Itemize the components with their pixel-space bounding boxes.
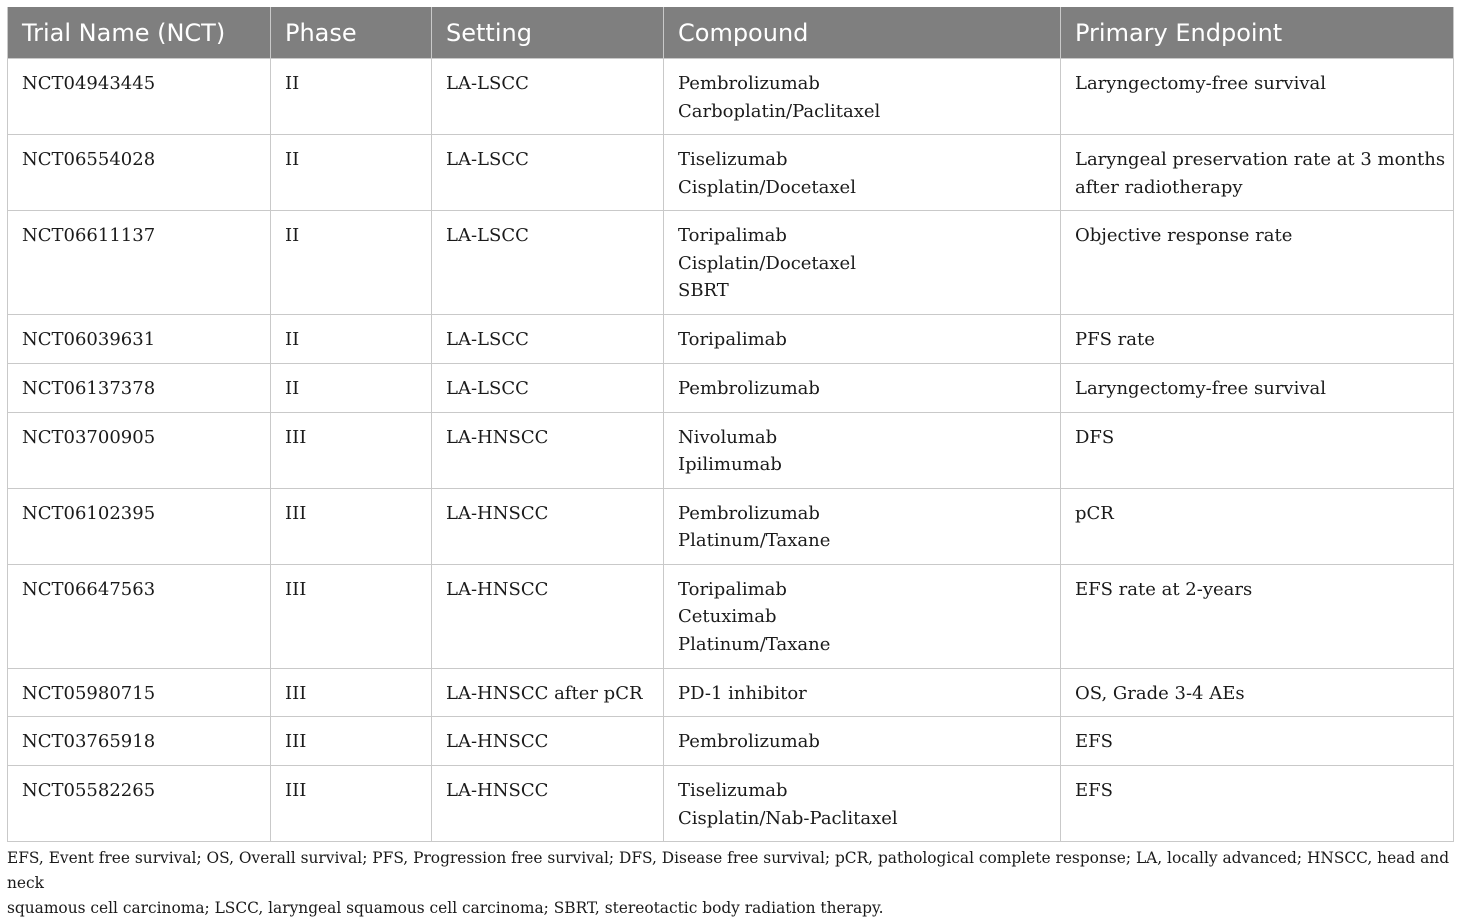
cell-trial-name: NCT06039631 xyxy=(8,315,271,364)
compound-line: Toripalimab xyxy=(678,578,787,600)
compound-line: Platinum/Taxane xyxy=(678,633,831,655)
cell-compound xyxy=(664,135,1061,211)
table-row xyxy=(8,564,1454,668)
cell-phase: II xyxy=(271,59,432,135)
table-row xyxy=(8,211,1454,315)
endpoint-line: Laryngectomy-free survival xyxy=(1075,377,1327,399)
table-footnote xyxy=(7,846,1455,921)
trials-table-container xyxy=(7,7,1453,842)
compound-line: Toripalimab xyxy=(678,225,787,246)
table-row xyxy=(8,668,1454,717)
cell-compound xyxy=(664,412,1061,488)
compound-line: Pembrolizumab xyxy=(678,731,820,752)
cell-setting: LA-LSCC xyxy=(432,211,664,315)
compound-line: Ipilimumab xyxy=(678,454,782,475)
cell-phase: III xyxy=(271,488,432,564)
cell-compound xyxy=(664,315,1061,364)
cell-trial-name: NCT06137378 xyxy=(8,363,271,412)
compound-line: Tiselizumab xyxy=(678,149,788,170)
cell-trial-name: NCT06554028 xyxy=(8,135,271,211)
compound-line: Platinum/Taxane xyxy=(678,530,831,551)
cell-primary-endpoint xyxy=(1061,363,1454,412)
header-primary-endpoint: Primary Endpoint xyxy=(1061,7,1454,59)
cell-primary-endpoint xyxy=(1061,717,1454,766)
cell-compound xyxy=(664,59,1061,135)
endpoint-line: Objective response rate xyxy=(1075,225,1293,246)
cell-primary-endpoint xyxy=(1061,211,1454,315)
cell-trial-name: NCT03765918 xyxy=(8,717,271,766)
compound-line: Cisplatin/Docetaxel xyxy=(678,252,856,274)
header-setting: Setting xyxy=(432,7,664,59)
table-body xyxy=(8,59,1454,842)
footnote-line: squamous cell carcinoma; LSCC, laryngeal squamous cell carcinoma; SBRT, stereotactic body radiation therapy. xyxy=(7,899,884,917)
cell-trial-name: NCT06647563 xyxy=(8,564,271,668)
table-row xyxy=(8,488,1454,564)
endpoint-line: EFS xyxy=(1075,780,1113,801)
cell-setting: LA-HNSCC xyxy=(432,564,664,668)
cell-compound xyxy=(664,668,1061,717)
cell-compound xyxy=(664,766,1061,842)
cell-trial-name: NCT05582265 xyxy=(8,766,271,842)
endpoint-line: PFS rate xyxy=(1075,329,1155,350)
compound-line: Cisplatin/Nab-Paclitaxel xyxy=(678,807,898,829)
cell-trial-name: NCT06102395 xyxy=(8,488,271,564)
cell-setting: LA-HNSCC after pCR xyxy=(432,668,664,717)
header-compound: Compound xyxy=(664,7,1061,59)
cell-phase: II xyxy=(271,363,432,412)
cell-compound xyxy=(664,564,1061,668)
table-row xyxy=(8,315,1454,364)
cell-primary-endpoint xyxy=(1061,668,1454,717)
endpoint-line: OS, Grade 3-4 AEs xyxy=(1075,682,1245,704)
compound-line: Nivolumab xyxy=(678,426,778,448)
endpoint-line: pCR xyxy=(1075,502,1114,524)
compound-line: Carboplatin/Paclitaxel xyxy=(678,100,881,122)
compound-line: Toripalimab xyxy=(678,329,787,350)
header-trial-name: Trial Name (NCT) xyxy=(8,7,271,59)
cell-primary-endpoint xyxy=(1061,488,1454,564)
compound-line: Pembrolizumab xyxy=(678,502,820,524)
cell-setting: LA-HNSCC xyxy=(432,488,664,564)
cell-phase: III xyxy=(271,668,432,717)
compound-line: Cisplatin/Docetaxel xyxy=(678,176,856,198)
cell-setting: LA-LSCC xyxy=(432,315,664,364)
cell-trial-name: NCT06611137 xyxy=(8,211,271,315)
cell-compound xyxy=(664,488,1061,564)
cell-setting: LA-HNSCC xyxy=(432,766,664,842)
compound-line: Cetuximab xyxy=(678,606,777,627)
table-header-row xyxy=(8,7,1454,59)
compound-line: SBRT xyxy=(678,280,729,301)
cell-phase: III xyxy=(271,717,432,766)
cell-setting: LA-HNSCC xyxy=(432,717,664,766)
cell-phase: III xyxy=(271,564,432,668)
header-phase: Phase xyxy=(271,7,432,59)
table-row xyxy=(8,717,1454,766)
endpoint-line: DFS xyxy=(1075,426,1115,448)
compound-line: Tiselizumab xyxy=(678,780,788,801)
footnote-line: EFS, Event free survival; OS, Overall survival; PFS, Progression free survival; DFS, Disease free survival; pCR, pathological complete response; LA, locally advanced; HNSCC, head and neck xyxy=(7,849,1450,892)
cell-setting: LA-LSCC xyxy=(432,135,664,211)
endpoint-line: Laryngectomy-free survival xyxy=(1075,73,1327,94)
table-row xyxy=(8,363,1454,412)
cell-setting: LA-LSCC xyxy=(432,59,664,135)
cell-setting: LA-LSCC xyxy=(432,363,664,412)
compound-line: PD-1 inhibitor xyxy=(678,682,807,704)
cell-primary-endpoint xyxy=(1061,135,1454,211)
compound-line: Pembrolizumab xyxy=(678,377,820,399)
endpoint-line: EFS rate at 2-years xyxy=(1075,578,1253,600)
cell-compound xyxy=(664,717,1061,766)
cell-phase: II xyxy=(271,211,432,315)
cell-compound xyxy=(664,211,1061,315)
endpoint-line: EFS xyxy=(1075,731,1113,752)
endpoint-line: Laryngeal preservation rate at 3 months xyxy=(1075,149,1446,170)
table-row xyxy=(8,766,1454,842)
cell-primary-endpoint xyxy=(1061,564,1454,668)
cell-primary-endpoint xyxy=(1061,412,1454,488)
cell-phase: III xyxy=(271,766,432,842)
table-row xyxy=(8,59,1454,135)
cell-trial-name: NCT05980715 xyxy=(8,668,271,717)
cell-phase: II xyxy=(271,315,432,364)
cell-trial-name: NCT04943445 xyxy=(8,59,271,135)
compound-line: Pembrolizumab xyxy=(678,73,820,94)
endpoint-line: after radiotherapy xyxy=(1075,176,1243,198)
cell-setting: LA-HNSCC xyxy=(432,412,664,488)
cell-phase: II xyxy=(271,135,432,211)
cell-primary-endpoint xyxy=(1061,766,1454,842)
cell-compound xyxy=(664,363,1061,412)
cell-trial-name: NCT03700905 xyxy=(8,412,271,488)
cell-primary-endpoint xyxy=(1061,315,1454,364)
table-row xyxy=(8,135,1454,211)
cell-phase: III xyxy=(271,412,432,488)
cell-primary-endpoint xyxy=(1061,59,1454,135)
table-row xyxy=(8,412,1454,488)
trials-table xyxy=(7,7,1454,842)
